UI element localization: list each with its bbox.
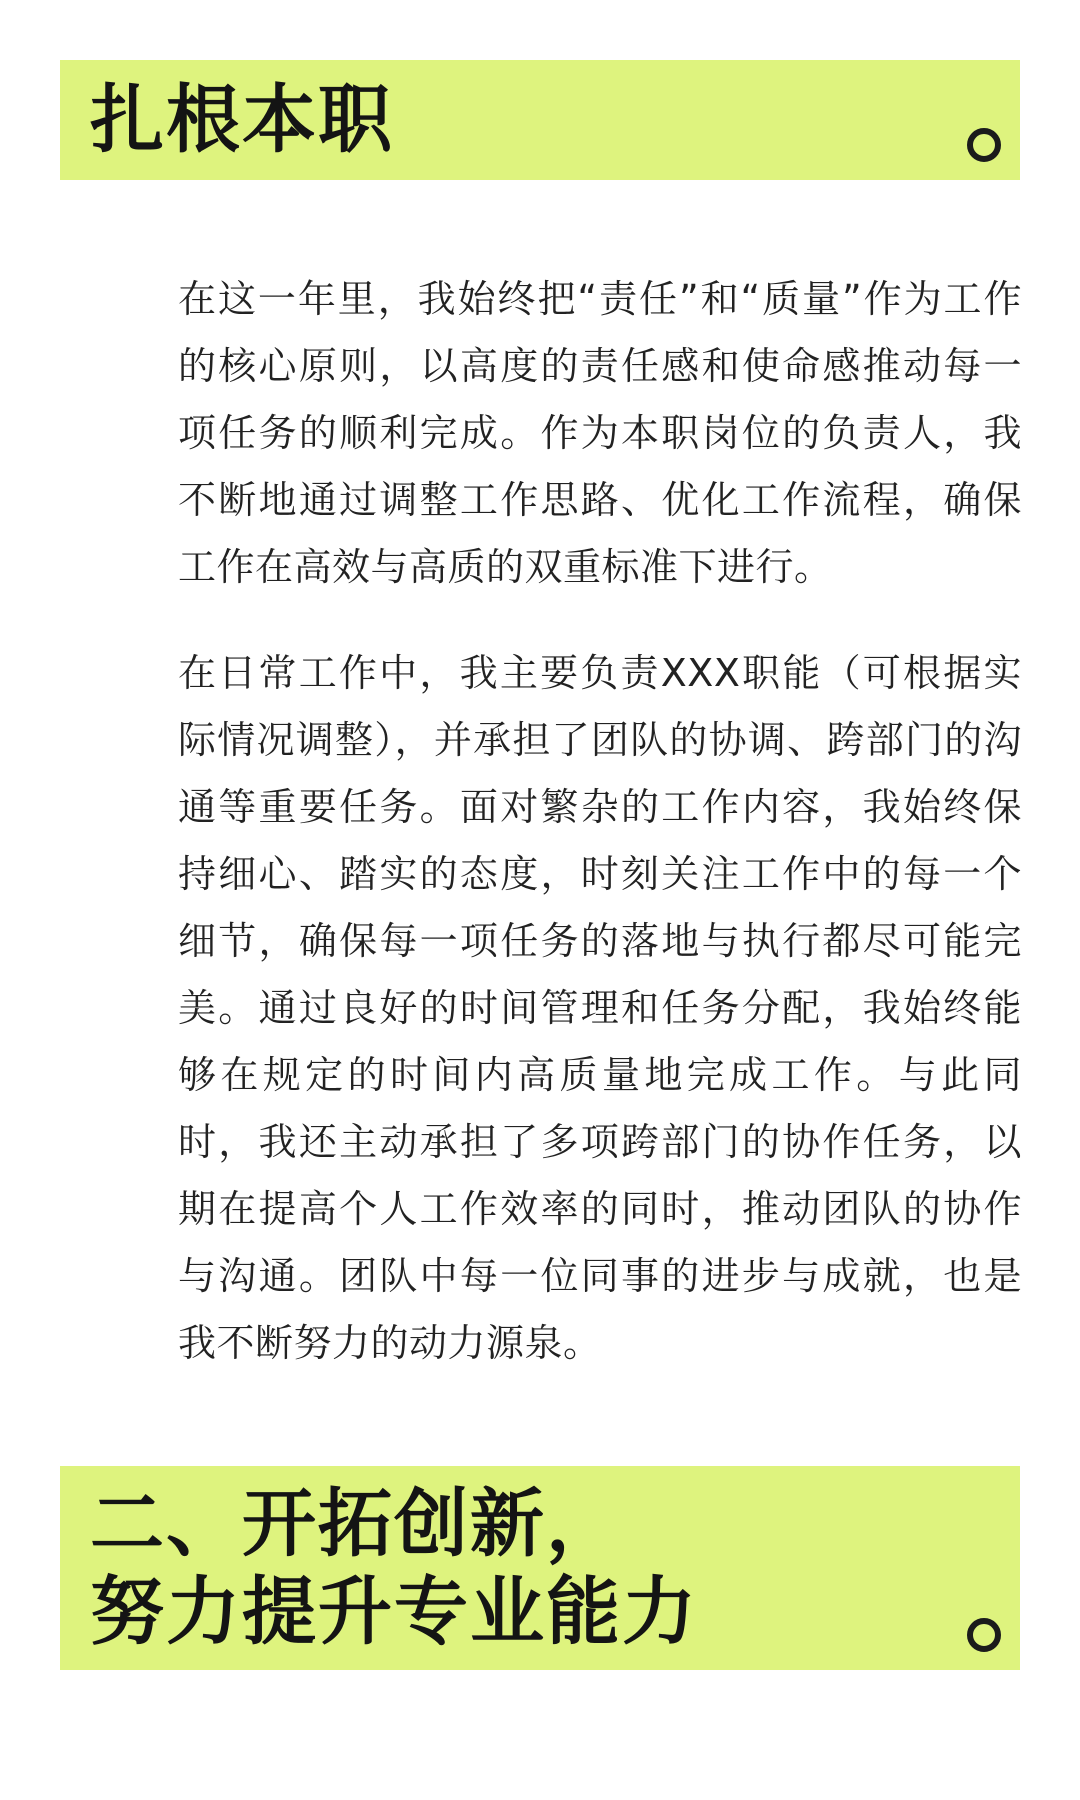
section-2-heading (90, 1480, 698, 1656)
section-1-heading: 扎根本职 (90, 77, 394, 163)
section-2-heading-line-1: 二、开拓创新， (90, 1481, 622, 1567)
section-2-heading-band (60, 1466, 1020, 1670)
section-2-heading-line-2: 努力提升专业能力 (90, 1569, 698, 1655)
section-1-paragraph-2: 在日常工作中，我主要负责XXX职能（可根据实际情况调整），并承担了团队的协调、跨部门的沟通等重要任务。面对繁杂的工作内容，我始终保持细心、踏实的态度，时刻关注工作中的每一个细节，确保每一项任务的落地与执行都尽可能完美。通过良好的时间管理和任务分配，我始终能够在规定的时间内高质量地完成工作。与此同时，我还主动承担了多项跨部门的协作任务，以期在提高个人工作效率的同时，推动团队的协作与沟通。团队中每一位同事的进步与成就，也是我不断努力的动力源泉。 (178, 651, 1022, 1365)
section-1-heading-band (60, 60, 1020, 180)
section-1-paragraph-1: 在这一年里，我始终把“责任”和“质量”作为工作的核心原则，以高度的责任感和使命感推动每一项任务的顺利完成。作为本职岗位的负责人，我不断地通过调整工作思路、优化工作流程，确保工作在高效与高质的双重标准下进行。 (178, 277, 1022, 589)
ring-icon (967, 128, 1001, 162)
ring-icon (967, 1618, 1001, 1652)
